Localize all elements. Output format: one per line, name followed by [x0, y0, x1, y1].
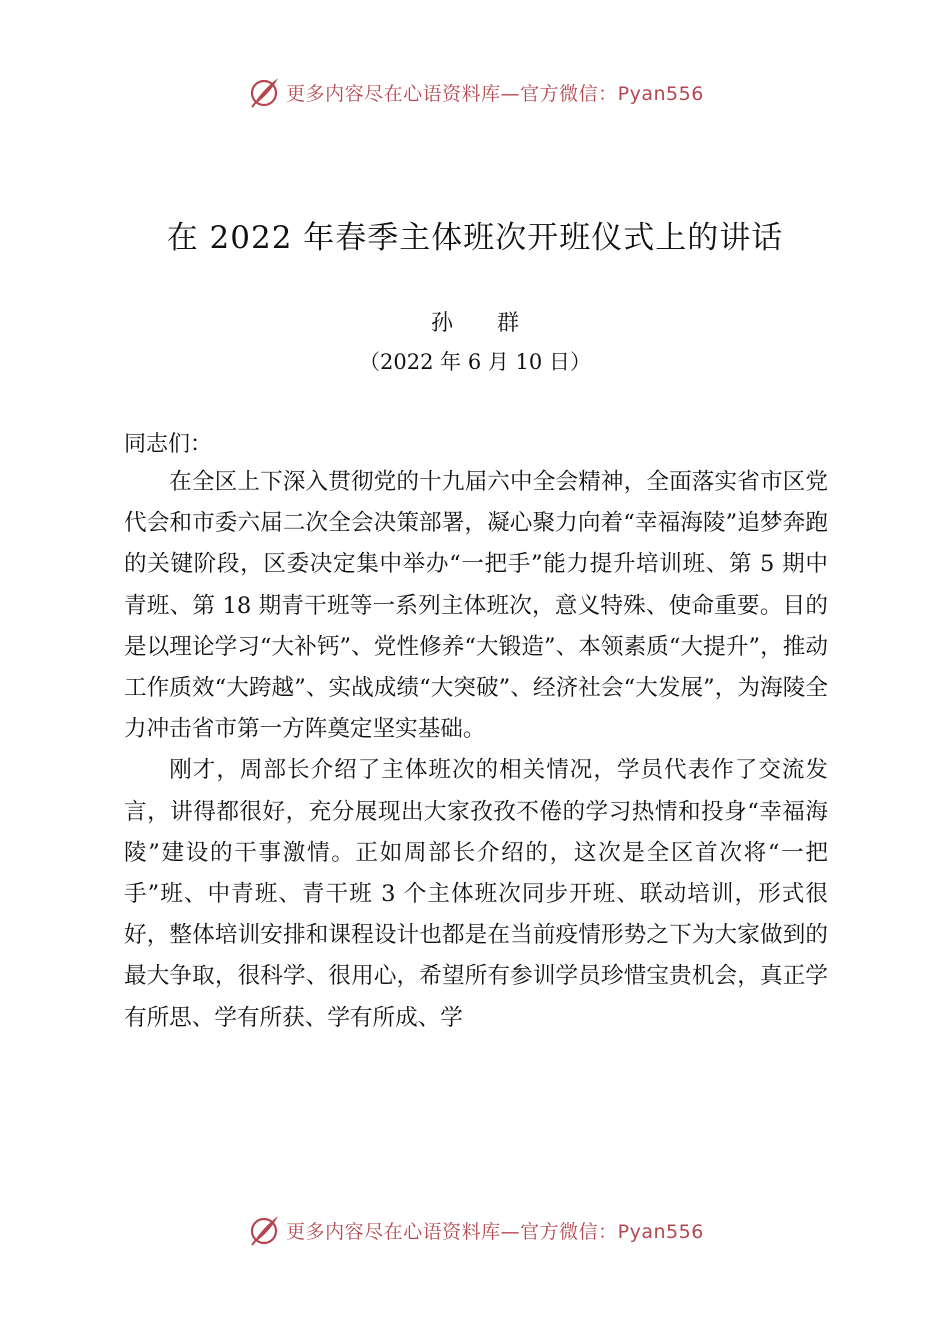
- paragraph: 在全区上下深入贯彻党的十九届六中全会精神，全面落实省市区党代会和市委六届二次全会决策部署，凝心聚力向着“幸福海陵”追梦奔跑的关键阶段，区委决定集中举办“一把手”能力提升培训班、第 5 期中青班、第 18 期青干班等一系列主体班次，意义特殊、使命重要。目的是以理论学习“大补钙”、党性修养“大锻造”、本领素质“大提升”，推动工作质效“大跨越”、实战成绩“大突破”、经济社会“大发展”，为海陵全力冲击省市第一方阵奠定坚实基础。: [124, 469, 828, 743]
- salutation: 同志们：: [124, 432, 213, 457]
- document-title: 在 2022 年春季主体班次开班仪式上的讲话: [166, 220, 784, 256]
- feather-pen-logo-icon: [246, 74, 282, 110]
- author-line: [0, 306, 950, 337]
- watermark-text: 更多内容尽在心语资料库—官方微信：Pyan556: [286, 82, 704, 105]
- author-family: 群: [497, 311, 520, 336]
- speech-date: （2022 年 6 月 10 日）: [359, 350, 591, 374]
- watermark-text: 更多内容尽在心语资料库—官方微信：Pyan556: [286, 1220, 704, 1243]
- paragraph: 刚才，周部长介绍了主体班次的相关情况，学员代表作了交流发言，讲得都很好，充分展现出大家孜孜不倦的学习热情和投身“幸福海陵”建设的干事激情。正如周部长介绍的，这次是全区首次将“一把手”班、中青班、青干班 3 个主体班次同步开班、联动培训，形式很好，整体培训安排和课程设计也都是在当前疫情形势之下为大家做到的最大争取，很科学、很用心，希望所有参训学员珍惜宝贵机会，真正学有所思、学有所获、学有所成、学: [124, 757, 828, 1031]
- watermark-header: [0, 70, 950, 114]
- watermark-footer: [0, 1208, 950, 1252]
- feather-pen-logo-icon: [246, 1212, 282, 1248]
- author-given: 孙: [430, 311, 453, 336]
- speech-body: [124, 462, 828, 1039]
